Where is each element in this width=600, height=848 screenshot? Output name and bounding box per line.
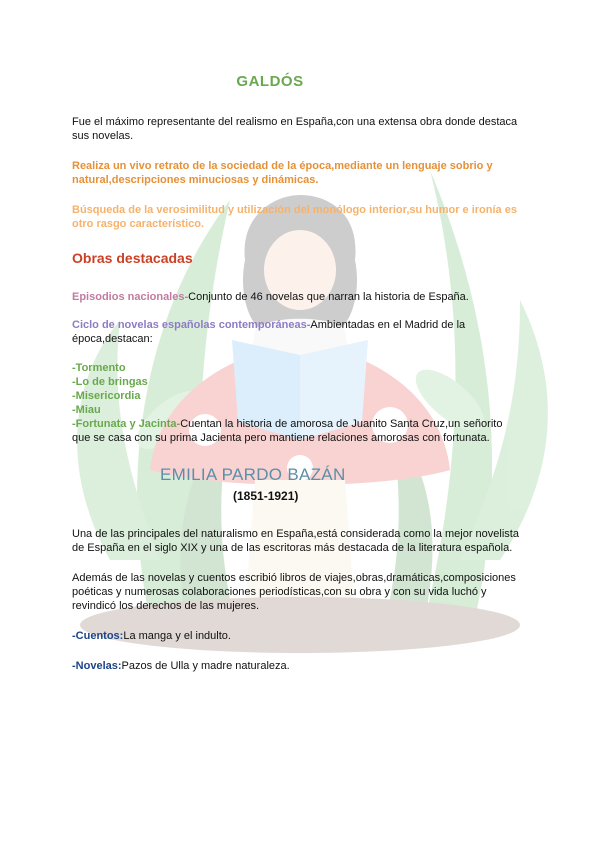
para2-line-3: revindicó los derechos de las mujeres. [72, 600, 260, 612]
pardo-bazan-title: EMILIA PARDO BAZÁN [160, 465, 346, 484]
fortunata-text-2: que se casa con su prima Jacienta pero mantiene relaciones amorosas con fortunata. [72, 432, 490, 444]
episodios-label: Episodios nacionales [72, 291, 185, 303]
novel-item: -Misericordia [72, 390, 141, 402]
point2-line-2: otro rasgo característico. [72, 218, 205, 230]
para2-line-2: poéticas y numerosas colaboraciones periodísticas,con su obra y con su vida luchó y [72, 586, 487, 598]
novel-item: -Tormento [72, 362, 126, 374]
ciclo-entry [72, 318, 465, 346]
novel-item: -Miau [72, 404, 101, 416]
novelas-label: Novelas: [75, 660, 122, 672]
galdos-point-verosimilitud [72, 203, 517, 231]
episodios-entry [72, 290, 469, 304]
episodios-sep: - [184, 291, 189, 303]
para2-line-1: Además de las novelas y cuentos escribió libros de viajes,obras,dramáticas,composiciones [72, 572, 516, 584]
pardo-bazan-para-1 [72, 527, 519, 555]
ciclo-sep: - [306, 319, 311, 331]
cuentos-label: Cuentos: [75, 630, 124, 642]
point2-line-1: Búsqueda de la verosimilitud y utilización del monólogo interior,su humor e ironía es [72, 204, 517, 216]
galdos-intro [72, 115, 517, 143]
cuentos-dash: - [72, 630, 76, 642]
fortunata-sep: - [176, 418, 181, 430]
point1-line-2: natural,descripciones minuciosas y dinámicas. [72, 174, 319, 186]
galdos-title: GALDÓS [236, 73, 304, 90]
novel-item: -Lo de bringas [72, 376, 148, 388]
para1-line-1: Una de las principales del naturalismo en España,está considerada como la mejor novelista [72, 528, 519, 540]
intro-line-2: sus novelas. [72, 130, 134, 142]
works-heading: Obras destacadas [72, 250, 193, 266]
cuentos-entry [72, 629, 231, 643]
para1-line-2: de España en el siglo XIX y una de las escritoras más destacada de la literatura española. [72, 542, 513, 554]
pardo-bazan-para-2 [72, 571, 516, 613]
novels-list [72, 361, 148, 417]
point1-line-1: Realiza un vivo retrato de la sociedad de la época,mediante un lenguaje sobrio y [72, 160, 493, 172]
pardo-bazan-years: (1851-1921) [233, 489, 299, 503]
ciclo-text-2: época,destacan: [72, 333, 153, 345]
novelas-text: Pazos de Ulla y madre naturaleza. [121, 660, 290, 672]
intro-line-1: Fue el máximo representante del realismo en España,con una extensa obra donde destaca [72, 116, 518, 128]
novelas-entry [72, 659, 290, 673]
fortunata-text-1: Cuentan la historia de amorosa de Juanito Santa Cruz,un señorito [180, 418, 503, 430]
galdos-point-style [72, 159, 493, 187]
novelas-dash: - [72, 660, 76, 672]
cuentos-text: La manga y el indulto. [123, 630, 231, 642]
fortunata-entry [72, 417, 502, 445]
ciclo-label: Ciclo de novelas españolas contemporáneas [72, 319, 307, 331]
episodios-text: Conjunto de 46 novelas que narran la historia de España. [188, 291, 469, 303]
fortunata-label: -Fortunata y Jacinta [72, 418, 177, 430]
ciclo-text-1: Ambientadas en el Madrid de la [310, 319, 466, 331]
